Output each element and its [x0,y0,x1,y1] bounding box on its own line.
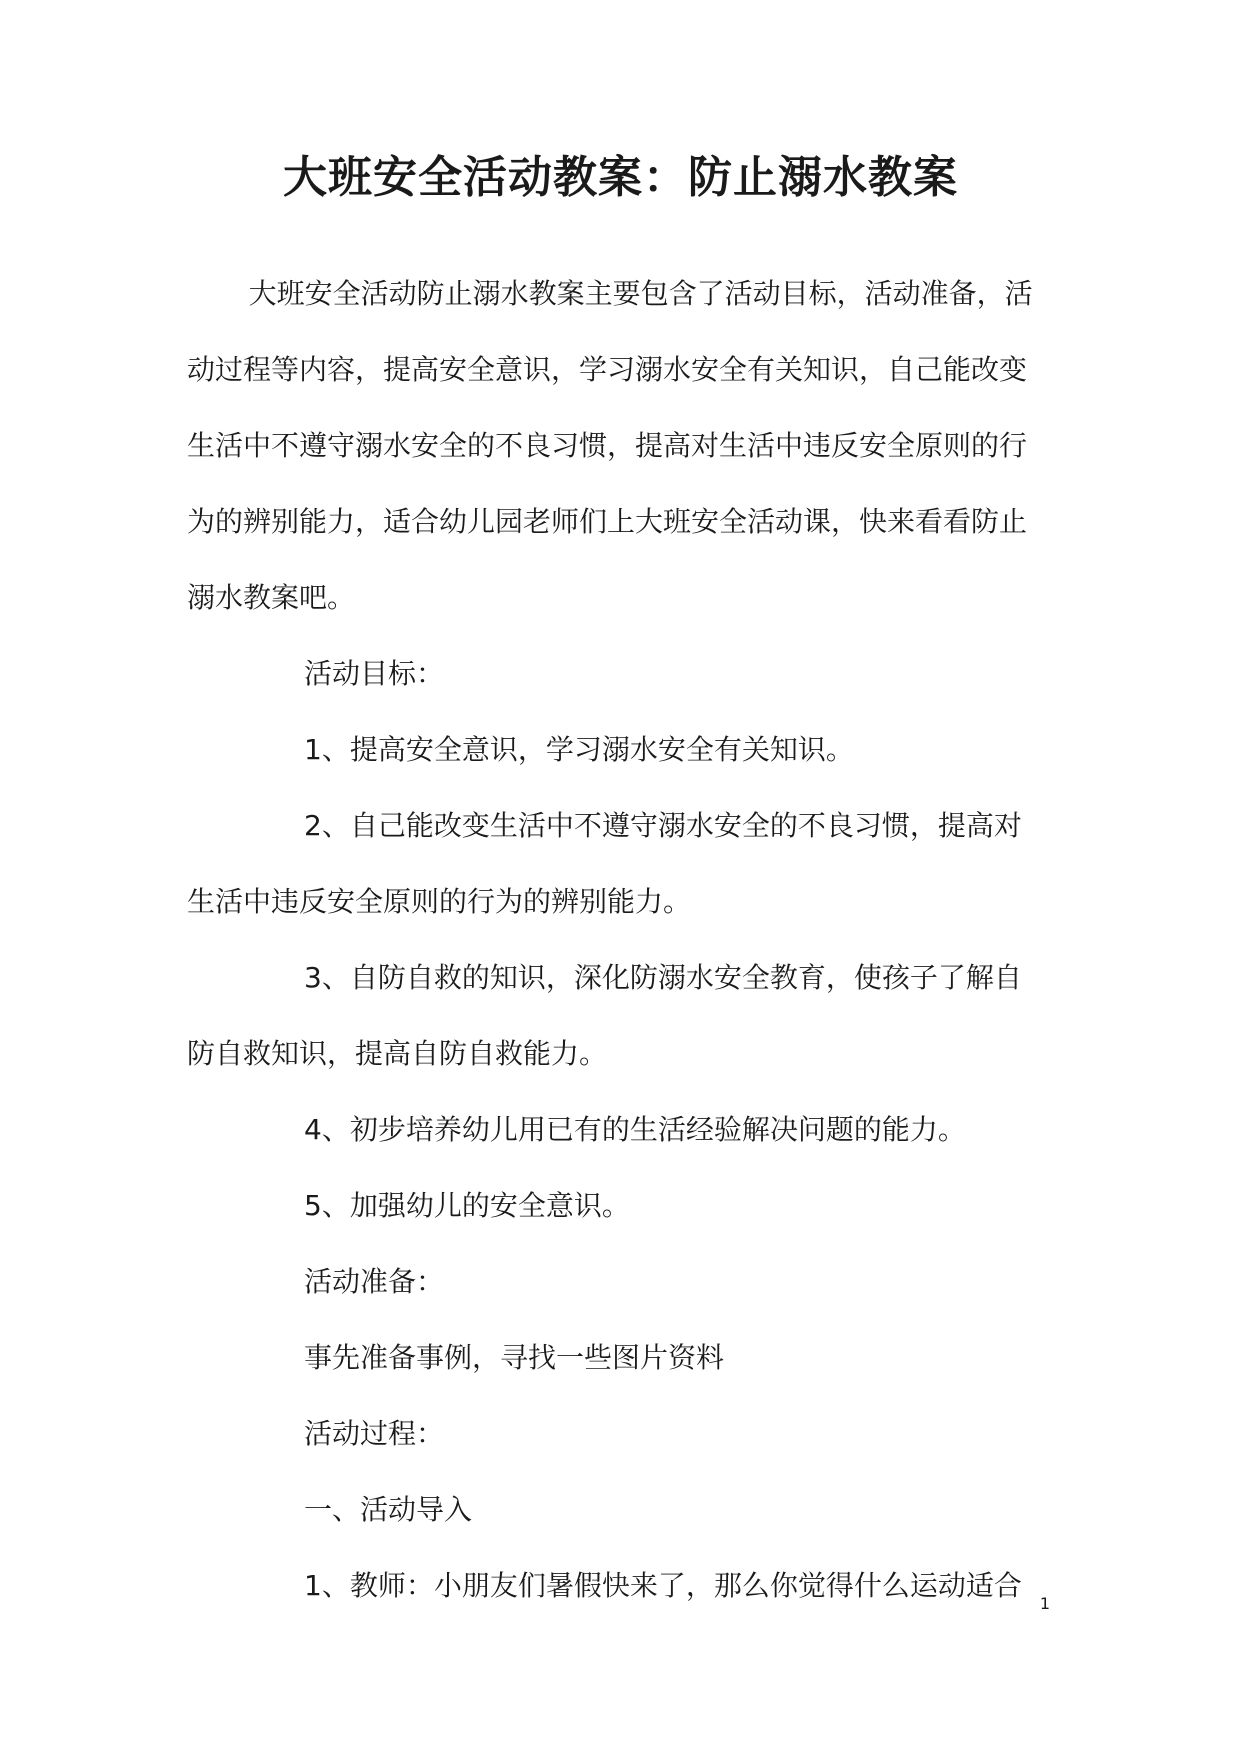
prep-heading: 活动准备： [304,1265,445,1298]
intro-line-5: 溺水教案吧。 [187,581,356,614]
intro-line-2: 动过程等内容，提高安全意识，学习溺水安全有关知识，自己能改变 [187,353,1028,386]
goal-item-5: 5、加强幼儿的安全意识。 [304,1189,630,1222]
goals-heading: 活动目标： [304,657,445,690]
prep-text: 事先准备事例，寻找一些图片资料 [304,1341,725,1374]
document-body [187,256,1049,1624]
goal-item-3-line-1: 3、自防自救的知识，深化防溺水安全教育，使孩子了解自 [304,961,1022,994]
goal-item-1: 1、提高安全意识，学习溺水安全有关知识。 [304,733,854,766]
goal-item-2-line-2: 生活中违反安全原则的行为的辨别能力。 [187,885,692,918]
goal-item-3-line-2: 防自救知识，提高自防自救能力。 [187,1037,608,1070]
document-title: 大班安全活动教案：防止溺水教案 [283,152,958,203]
goal-item-2-line-1: 2、自己能改变生活中不遵守溺水安全的不良习惯，提高对 [304,809,1022,842]
process-item-1: 1、教师：小朋友们暑假快来了，那么你觉得什么运动适合 [304,1569,1022,1602]
goal-item-4: 4、初步培养幼儿用已有的生活经验解决问题的能力。 [304,1113,966,1146]
process-heading: 活动过程： [304,1417,445,1450]
intro-line-1: 大班安全活动防止溺水教案主要包含了活动目标，活动准备，活 [248,277,1033,310]
process-step-1: 一、活动导入 [304,1493,473,1526]
intro-line-3: 生活中不遵守溺水安全的不良习惯，提高对生活中违反安全原则的行 [187,429,1028,462]
page-number: 1 [1039,1594,1050,1613]
intro-line-4: 为的辨别能力，适合幼儿园老师们上大班安全活动课，快来看看防止 [187,505,1028,538]
